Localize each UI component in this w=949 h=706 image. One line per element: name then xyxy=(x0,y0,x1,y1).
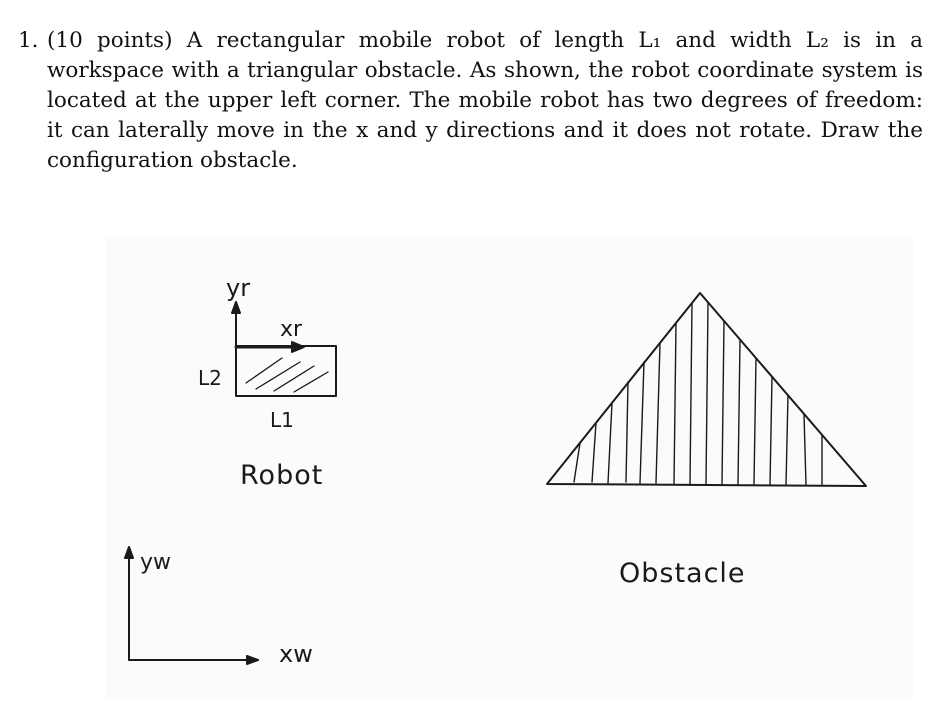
world-x-axis-arrowhead xyxy=(247,656,258,664)
obstacle-hatching xyxy=(574,303,822,485)
obstacle-caption: Obstacle xyxy=(619,558,746,589)
world-x-axis-label: xw xyxy=(279,640,313,668)
problem-text: (10 points) A rectangular mobile robot of length L₁ and width L₂ is in a workspace with a triangular obstacle. As shown, the robot coordinate system is located at the upper left corner. The mobile robot has two degrees of freedom: it can laterally move in the x and y directions and it does not rotate. Draw the configuration obstacle. xyxy=(47,28,923,173)
problem-number: 1. xyxy=(18,28,39,53)
world-y-axis-label: yw xyxy=(140,550,172,575)
robot-length-label: L1 xyxy=(270,408,294,432)
robot-caption: Robot xyxy=(240,460,324,491)
robot-y-axis-label: yr xyxy=(226,274,251,302)
robot-y-axis-arrowhead xyxy=(232,302,240,313)
robot-x-axis-arrowhead xyxy=(292,342,304,352)
robot-hatching xyxy=(246,358,328,392)
world-y-axis-arrowhead xyxy=(125,547,133,558)
robot-x-axis-label: xr xyxy=(280,317,303,342)
robot-width-label: L2 xyxy=(198,366,222,390)
